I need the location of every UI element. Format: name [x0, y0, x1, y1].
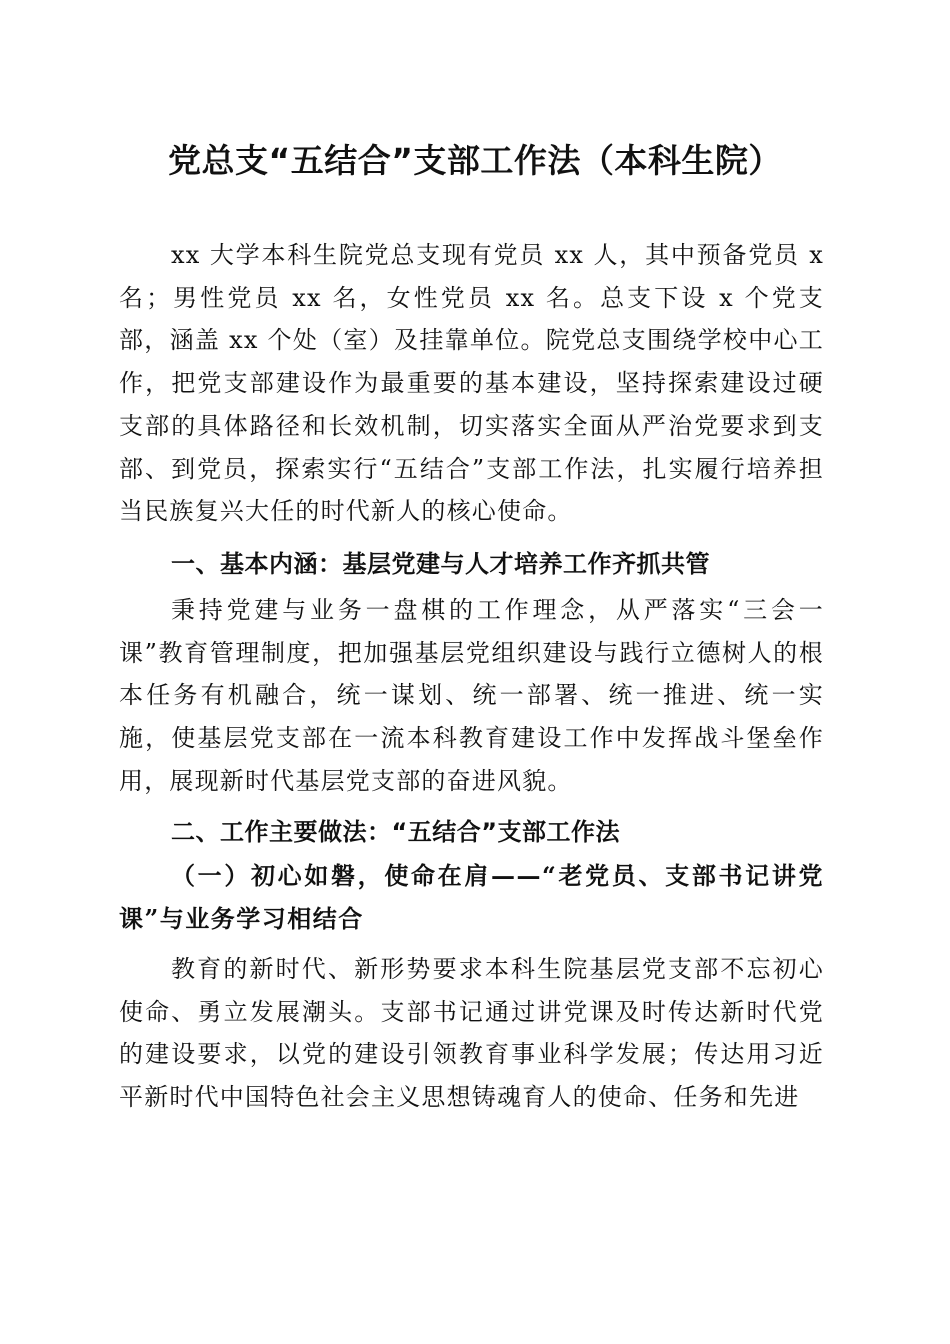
section-1-heading: 一、基本内涵：基层党建与人才培养工作齐抓共管	[171, 550, 710, 578]
section-1-paragraph: 秉持党建与业务一盘棋的工作理念，从严落实“三会一课”教育管理制度，把加强基层党组织建设与践行立德树人的根本任务有机融合，统一谋划、统一部署、统一推进、统一实施，使基层党支部在一流本科教育建设工作中发挥战斗堡垒作用，展现新时代基层党支部的奋进风貌。	[119, 596, 824, 795]
document-title: 党总支“五结合”支部工作法（本科生院）	[168, 141, 782, 180]
subsection-1-paragraph: 教育的新时代、新形势要求本科生院基层党支部不忘初心使命、勇立发展潮头。支部书记通过讲党课及时传达新时代党的建设要求，以党的建设引领教育事业科学发展；传达用习近平新时代中国特色社会主义思想铸魂育人的使命、任务和先进	[119, 955, 824, 1112]
subsection-1-heading: （一）初心如磐，使命在肩——“老党员、支部书记讲党课”与业务学习相结合	[119, 861, 824, 933]
section-2-heading: 二、工作主要做法：“五结合”支部工作法	[171, 818, 621, 846]
intro-paragraph: xx 大学本科生院党总支现有党员 xx 人，其中预备党员 x 名；男性党员 xx 名，女性党员 xx 名。总支下设 x 个党支部，涵盖 xx 个处（室）及挂靠单位。院党总支围绕学校中心工作，把党支部建设作为最重要的基本建设，坚持探索建设过硬支部的具体路径和长效机制，切实落实全面从严治党要求到支部、到党员，探索实行“五结合”支部工作法，扎实履行培养担当民族复兴大任的时代新人的核心使命。	[119, 241, 824, 526]
